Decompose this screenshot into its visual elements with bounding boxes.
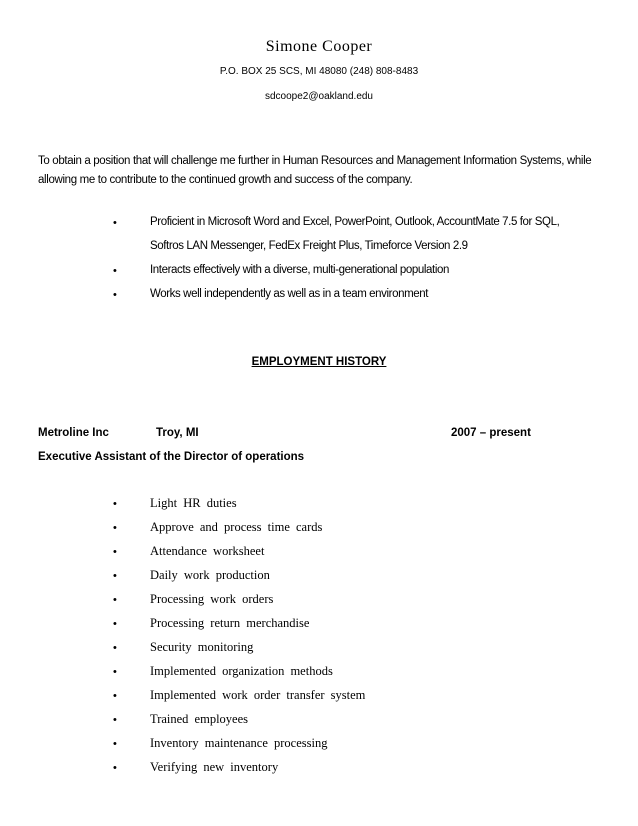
job-title: Executive Assistant of the Director of operations (38, 451, 305, 463)
duty-item: Approve and process time cards (150, 520, 323, 534)
bullet: • (113, 738, 117, 750)
duty-item: Daily work production (150, 568, 270, 582)
bullet: • (113, 522, 117, 534)
skill-item: Proficient in Microsoft Word and Excel, PowerPoint, Outlook, AccountMate 7.5 for SQL, (150, 216, 560, 228)
skill-item: Interacts effectively with a diverse, multi-generational population (150, 264, 449, 276)
bullet: • (113, 217, 117, 229)
section-title-employment-history: EMPLOYMENT HISTORY (251, 356, 387, 368)
duty-item: Implemented work order transfer system (150, 688, 366, 702)
duty-item: Implemented organization methods (150, 664, 333, 678)
company-location: Troy, MI (156, 427, 199, 439)
objective-paragraph: To obtain a position that will challenge me further in Human Resources and Management Information Systems, while allowing me to contribute to the continued growth and success of the company. (38, 155, 592, 186)
bullet: • (113, 570, 117, 582)
bullet: • (113, 289, 117, 301)
bullet: • (113, 265, 117, 277)
contact-address: P.O. BOX 25 SCS, MI 48080 (248) 808-8483 (219, 66, 419, 77)
skill-item-continued: Softros LAN Messenger, FedEx Freight Plus, Timeforce Version 2.9 (150, 240, 468, 252)
bullet: • (113, 498, 117, 510)
duty-item: Security monitoring (150, 640, 254, 654)
duty-item: Attendance worksheet (150, 544, 265, 558)
company-name: Metroline Inc (38, 427, 109, 439)
duty-item: Verifying new inventory (150, 760, 279, 774)
bullet: • (113, 618, 117, 630)
bullet: • (113, 642, 117, 654)
bullet: • (113, 762, 117, 774)
duty-item: Inventory maintenance processing (150, 736, 328, 750)
duty-item: Light HR duties (150, 496, 237, 510)
bullet: • (113, 666, 117, 678)
bullet: • (113, 546, 117, 558)
employment-dates: 2007 – present (451, 427, 531, 439)
bullet: • (113, 714, 117, 726)
contact-email: sdcoope2@oakland.edu (264, 91, 373, 102)
candidate-name: Simone Cooper (265, 38, 373, 55)
skill-item: Works well independently as well as in a team environment (150, 288, 429, 300)
duty-item: Processing work orders (150, 592, 274, 606)
duty-item: Trained employees (150, 712, 249, 726)
duty-item: Processing return merchandise (150, 616, 310, 630)
bullet: • (113, 594, 117, 606)
bullet: • (113, 690, 117, 702)
